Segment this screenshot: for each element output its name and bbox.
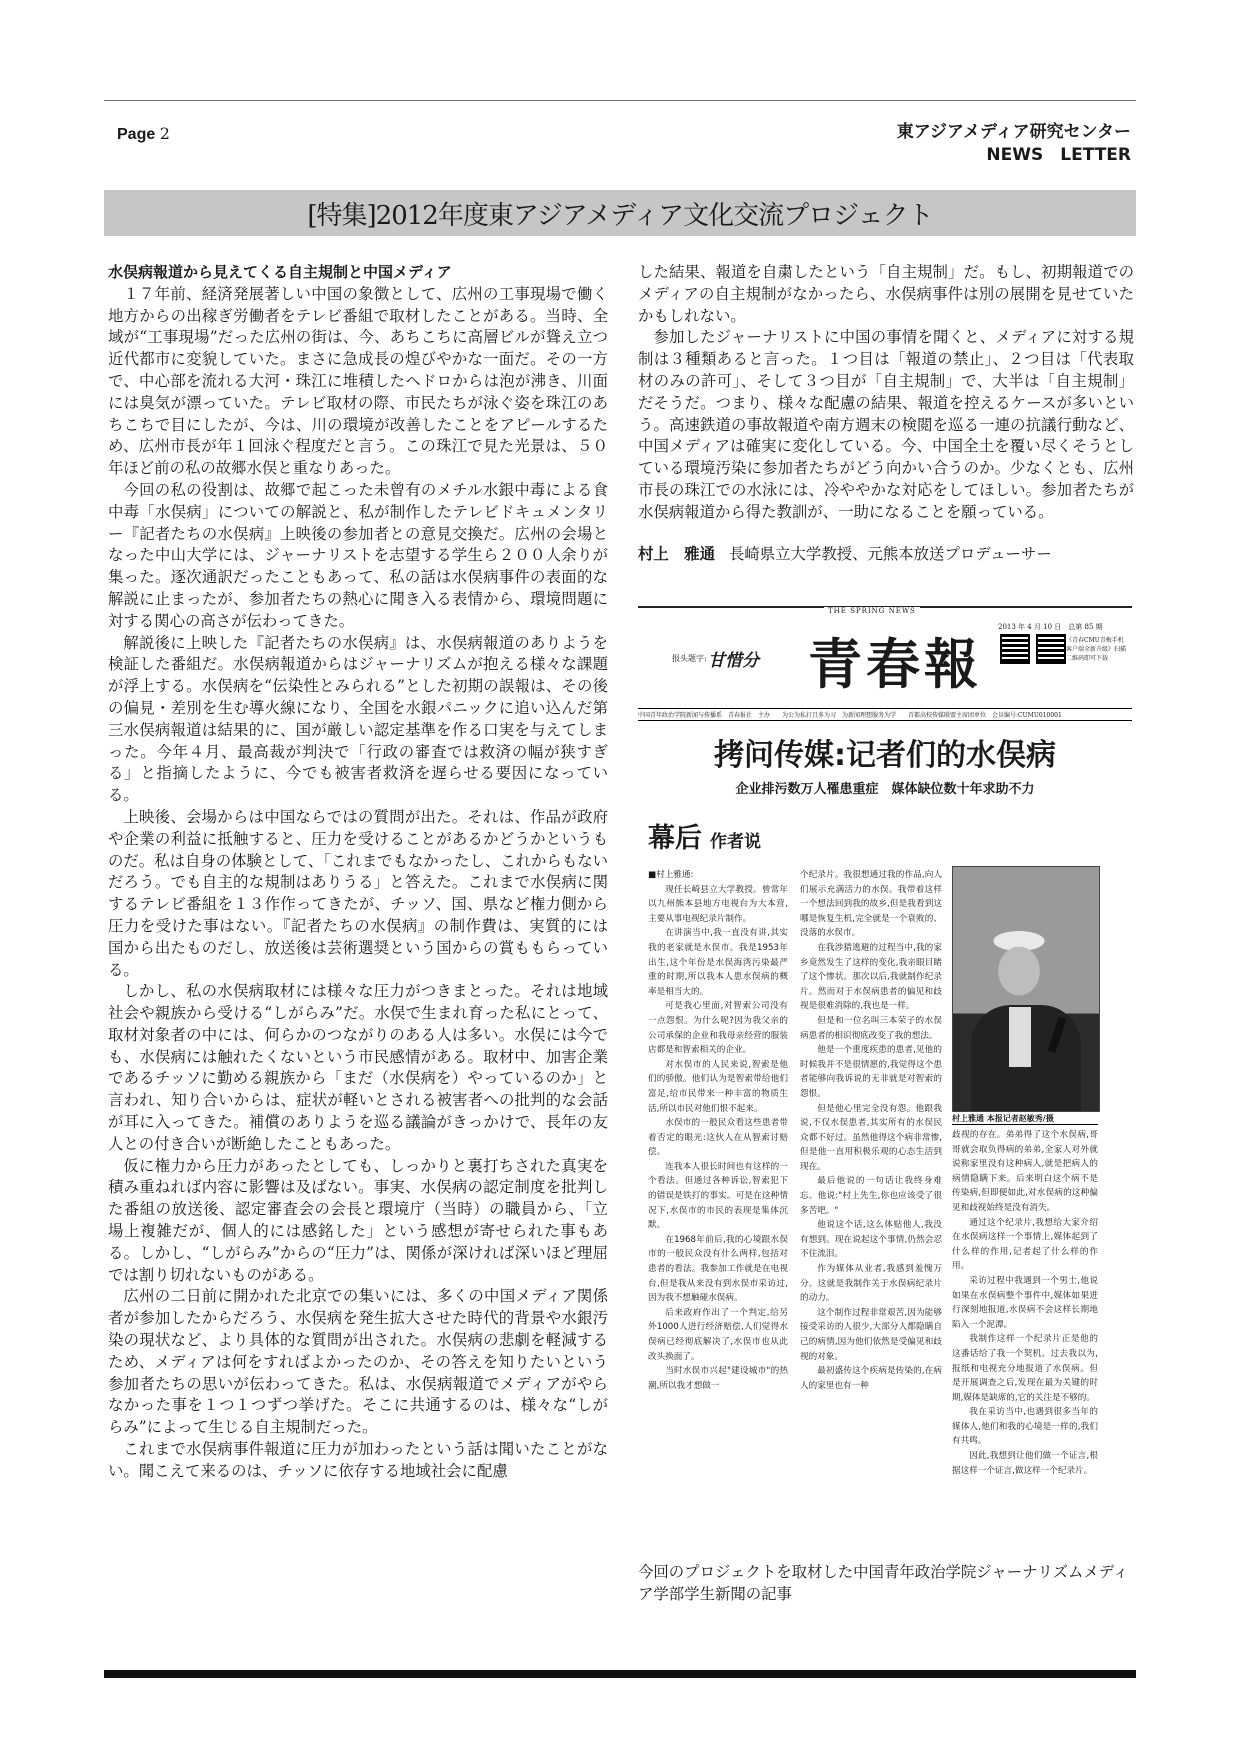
newspaper-date: 2013 年 4 月 10 日 总第 85 期 bbox=[998, 623, 1103, 631]
newsletter-header bbox=[897, 121, 1131, 167]
newsletter-label: NEWS LETTER bbox=[986, 145, 1131, 165]
newspaper-column: 歧视的存在。弟弟得了这个水俣病,哥哥就会取负得病的弟弟,全家人对外就说称家里没有这种病人,就是把病人的病情隐瞒下来。后来明白这个病不是传染病,但即便如此,对水俣病的这种偏见和歧视始终是没有消失。 通过这个纪录片,我想给大家介绍在水俣病这样一个事情上,媒体起到了什么样的作用,记者起了什么样的作用。 采访过程中我遇到一个男士,他说如果在水俣病整个事件中,媒体如果进行深刻地报道,水俣病不会这样长期地陷入一个泥潭。 我制作这样一个纪录片正是他的这番话给了我一个契机。过去我以为,报纸和电视充分地报道了水俣病。但是开展调查之后,发现在最为关键的时期,媒体是缺席的,它的关注是不够的。 我在采访当中,也遇到很多当年的媒体人,他们和我的心境是一样的,我们有共鸣。 因此,我想到让他们做一个证言,根据这样一个证言,做这样一个纪录片。 bbox=[952, 1130, 1098, 1476]
newspaper-column: 个纪录片。我很想通过我的作品,向人们展示充满活力的水俣。我带着这样一个想法回到我的故乡,但是我看到这哪是恢复生机,完全就是一个衰败的、没落的水俣市。 在我涉猎逃避的过程当中,我的家乡竟然发生了这样的变化,我亲眼目睹了这个惨状。那次以后,我就制作纪录片。然而对于水俣病患者的偏见和歧视是很难消除的,我也是一样。 但是和一位名叫三本荣子的水俣病患者的相识彻底改变了我的想法。 他是一个重度疾患的患者,见他的时候我并不是很情愿的,我觉得这个患者能够向我诉说的无非就是对智索的怨恨。 但是他心里完全没有怨。他跟我说,不仅水俣患者,其实所有的水俣民众都不好过。虽然他得这个病非常惨,但是他一直用积极乐观的心态生活到现在。 最后他说的一句话让我终身难忘。他说:"村上先生,你也应该受了很多苦吧。" 他说这个话,这么体贴他人,我没有想到。现在说起这个事情,仍然会忍不住流泪。 作为媒体从业者,我感到羞愧万分。这就是我制作关于水俣病纪录片的动力。 这个制作过程非常艰苦,因为能够接受采访的人很少,大部分人都隐瞒自己的病情,因为他们依然是受偏见和歧视的对象。 最初盛传这个疾病是传染的,在病人的家里也有一种 bbox=[800, 870, 942, 1391]
feature-banner bbox=[104, 190, 1136, 236]
article-paragraph: １７年前、経済発展著しい中国の象徴として、広州の工事現場で働く地方からの出稼ぎ労働者をテレビ番組で取材したことがある。当時、全域が“工事現場”だった広州の街は、今、あちこちに高層ビルが聳え立つ近代都市に変貌していた。まさに急成長の煌びやかな一面だ。その一方で、中心部を流れる大河・珠江に堆積したヘドロからは泡が沸き、川面には臭気が漂っていた。テレビ取材の際、市民たちが泳ぐ姿を珠江のあちこちで目にしたが、今は、川の環境が改善したことをアピールするため、広州市長が年１回泳ぐ程度だと言う。この珠江で見た光景は、５０年ほど前の私の故郷水俣と重なりあった。 bbox=[108, 284, 608, 478]
newspaper-info-bar: 中国青年政治学院新闻与传播系 青春报社 主办 为公为私打且多为习 为新闻理想服务为学 首都高校传媒联盟主席团单位 会员编号:CUMU010001 bbox=[638, 708, 1132, 721]
bottom-rule bbox=[104, 1670, 1136, 1678]
article-right-column bbox=[638, 262, 1134, 565]
article-paragraph: 今回の私の役割は、故郷で起こった未曾有のメチル水銀中毒による食中毒「水俣病」についての解説と、私が制作したテレビドキュメンタリー『記者たちの水俣病』上映後の参加者との意見交換だ。広州の会場となった中山大学には、ジャーナリストを志望する学生ら２００人余りが集った。逐次通訳だったこともあって、私の話は水俣病事件の表面的な解説に止まったが、参加者たちの熱心に聞き入る表情から、環境問題に対する関心の高さが伝わってきた。 bbox=[108, 480, 608, 630]
article-paragraph: 解説後に上映した『記者たちの水俣病』は、水俣病報道のありようを検証した番組だ。水俣病報道からはジャーナリズムが抱える様々な課題が浮上する。水俣病を“伝染性とみられる”とした初期の誤報は、その後の偏見・差別を生む導火線になり、全国を水銀パニックに追い込んだ第三水俣病報道は結果的に、国が厳しい認定基準を作る口実を与えてしまった。今年４月、最高裁が判決で「行政の審査では救済の幅が狭すぎる」と指摘したように、今でも被害者救済を遅らせる要因になっている。 bbox=[108, 633, 608, 805]
article-paragraph: 参加したジャーナリストに中国の事情を聞くと、メディアに対する規制は３種類あると言った。１つ目は「報道の禁止」、２つ目は「代表取材のみの許可」、そして３つ目が「自主規制」で、大半は「自主規制」だそうだ。つまり、様々な配慮の結果、報道を控えるケースが多いという。高速鉄道の事故報道や南方週末の検閲を巡る一連の抗議行動など、中国メディアは確実に変化している。今、中国全土を覆い尽くそうとしている環境汚染に参加者たちがどう向かい合うのか。少なくとも、広州市長の珠江での水泳には、冷ややかな対応をしてほしい。参加者たちが水俣病報道から得た教訓が、一助になることを願っている。 bbox=[638, 328, 1134, 521]
top-rule bbox=[104, 100, 1136, 101]
article-paragraph: した結果、報道を自粛したという「自主規制」だ。もし、初期報道でのメディアの自主規制がなかったら、水俣病事件は別の展開を見せていたかもしれない。 bbox=[638, 263, 1134, 325]
inscription-label: 报头题字: bbox=[672, 654, 707, 663]
article-paragraph: 広州の二日前に開かれた北京での集いには、多くの中国メディア関係者が参加したからだろう、水俣病を発生拡大させた時代的背景や水銀汚染の現状など、より具体的な質問が出された。水俣病の悲劇を軽減するため、メディアは何をすればよかったのか、その答えを知りたいという参加者たちの思いが伝わってきた。私は、水俣病報道でメディアがやらなかった事を１つ１つずつ挙げた。そこに共通するのは、様々な“しがらみ”によって生じる自主規制だった。 bbox=[108, 1287, 608, 1437]
article-paragraph: これまで水俣病事件報道に圧力が加わったという話は聞いたことがない。聞こえて来るのは、チッソに依存する地域社会に配慮 bbox=[108, 1440, 608, 1480]
newspaper-section-title: 幕后 作者说 bbox=[648, 823, 761, 854]
article-title: 水俣病報道から見えてくる自主規制と中国メディア bbox=[108, 263, 452, 281]
article-paragraph: 仮に権力から圧力があったとしても、しっかりと裏打ちされた真実を積み重ねれば内容に影響は及ばない。事実、水俣病の認定制度を批判した番組の放送後、認定審査会の会長と環境庁（当時）の職員から、「立場上複雑だが、個人的には感銘した」という感想が寄せられた事もある。しかし、“しがらみ”からの“圧力”は、関係が深ければ深いほど理屈では割り切れないものがある。 bbox=[108, 1156, 608, 1284]
org-name: 東アジアメディア研究センター bbox=[896, 122, 1131, 142]
author-title: 長崎県立大学教授、元熊本放送プロデューサー bbox=[728, 544, 1052, 563]
newspaper-masthead bbox=[638, 606, 1132, 719]
photo-caption: 村上雅通 本报记者赵敏秀/摄 bbox=[952, 1113, 1098, 1125]
newspaper-english-name: THE SPRING NEWS bbox=[824, 607, 920, 615]
qr-code-icon bbox=[1036, 634, 1066, 664]
newspaper-headline: 拷问传媒:记者们的水俣病 bbox=[714, 738, 1056, 773]
clipping-caption: 今回のプロジェクトを取材した中国青年政治学院ジャーナリズムメディア学部学生新聞の記事 bbox=[638, 1563, 1129, 1603]
inscription-signature: 甘惜分 bbox=[708, 651, 759, 671]
newspaper-subhead: 企业排污数万人罹患重症 媒体缺位数十年求助不力 bbox=[735, 782, 1035, 797]
article-left-column bbox=[108, 262, 608, 1483]
newspaper-title: 青春報 bbox=[808, 632, 982, 696]
article-paragraph: 上映後、会場からは中国ならではの質問が出た。それは、作品が政府や企業の利益に抵触すると、圧力を受けることがあるかどうかというものだ。私は自身の体験として、「これまでもなかったし、これからもないだろう。でも自主的な規制はありうる」と答えた。これまで水俣病に関するテレビ番組を１３作作ってきたが、チッソ、国、県など権力側から圧力を受けた事はない。『記者たちの水俣病』の制作費は、実質的には国から出たものだし、放送後は芸術選奨という国からの賞ももらっている。 bbox=[108, 807, 608, 979]
author-line bbox=[638, 544, 1134, 566]
page-number: Page 2 bbox=[117, 124, 170, 143]
article-paragraph: しかし、私の水俣病取材には様々な圧力がつきまとった。それは地域社会や親族から受ける“しがらみ”だ。水俣で生まれ育った私にとって、取材対象者の中には、何らかのつながりのある人は多い。水俣には今でも、水俣病には触れたくないという市民感情がある。取材中、加害企業であるチッソに勤める親族から「まだ（水俣病を）やっているのか」と言われ、知り合いからは、症状が軽いとされる被害者への批判的な会話が耳に入ってきた。補償のありようを巡る議論がきっかけで、長年の友人との付き合いが断絶したこともあった。 bbox=[108, 982, 608, 1153]
qr-code-icon bbox=[1000, 634, 1030, 664]
newspaper-clipping bbox=[638, 606, 1132, 1546]
author-name: 村上 雅通 bbox=[638, 544, 715, 563]
newspaper-column: ■村上雅通: 现任长崎县立大学教授。曾常年以九州熊本县地方电视台为大本营,主要从事电视纪录片制作。 在讲演当中,我一直没有讲,其实我的老家就是水俣市。我是1953年出生,这个年份是水俣海湾污染最严重的时期,所以我本人患水俣病的概率是相当大的。 可是我心里面,对智索公司没有一点怨恨。为什么呢?因为我父亲的公司承保的企业和我母亲经营的服装店都是和智索相关的企业。 对水俣市的人民来说,智索是他们的骄傲。他们认为是智索带给他们富足,给市民带来一种丰富的物质生活,所以市民对他们恨不起来。 水俣市的一般民众看这些患者带着否定的眼光:这伙人在从智索讨赔偿。 连我本人很长时间也有这样的一个看法。但通过各种诉讼,智索犯下的错误是铁打的事实。可是在这种情况下,水俣市的市民的表现是集体沉默。 在1968年前后,我的心境跟水俣市的一般民众没有什么两样,包括对患者的看法。我参加工作就是在电视台,但是我从来没有到水俣市采访过,因为我不想触碰水俣病。 后来政府作出了一个判定,给另外1000人进行经济赔偿,人们觉得水俣病已经彻底解决了,水俣市也从此改头换面了。 当时水俣市兴起"建设城市"的热潮,所以我才想做一 bbox=[648, 870, 788, 1391]
newspaper-side-text: 《青春CMU青梅手机客户端全新升级》扫描二维码即可下载 bbox=[1066, 637, 1127, 662]
feature-title: [特集]2012年度東アジアメディア文化交流プロジェクト bbox=[307, 200, 933, 231]
author-photo bbox=[952, 866, 1100, 1112]
